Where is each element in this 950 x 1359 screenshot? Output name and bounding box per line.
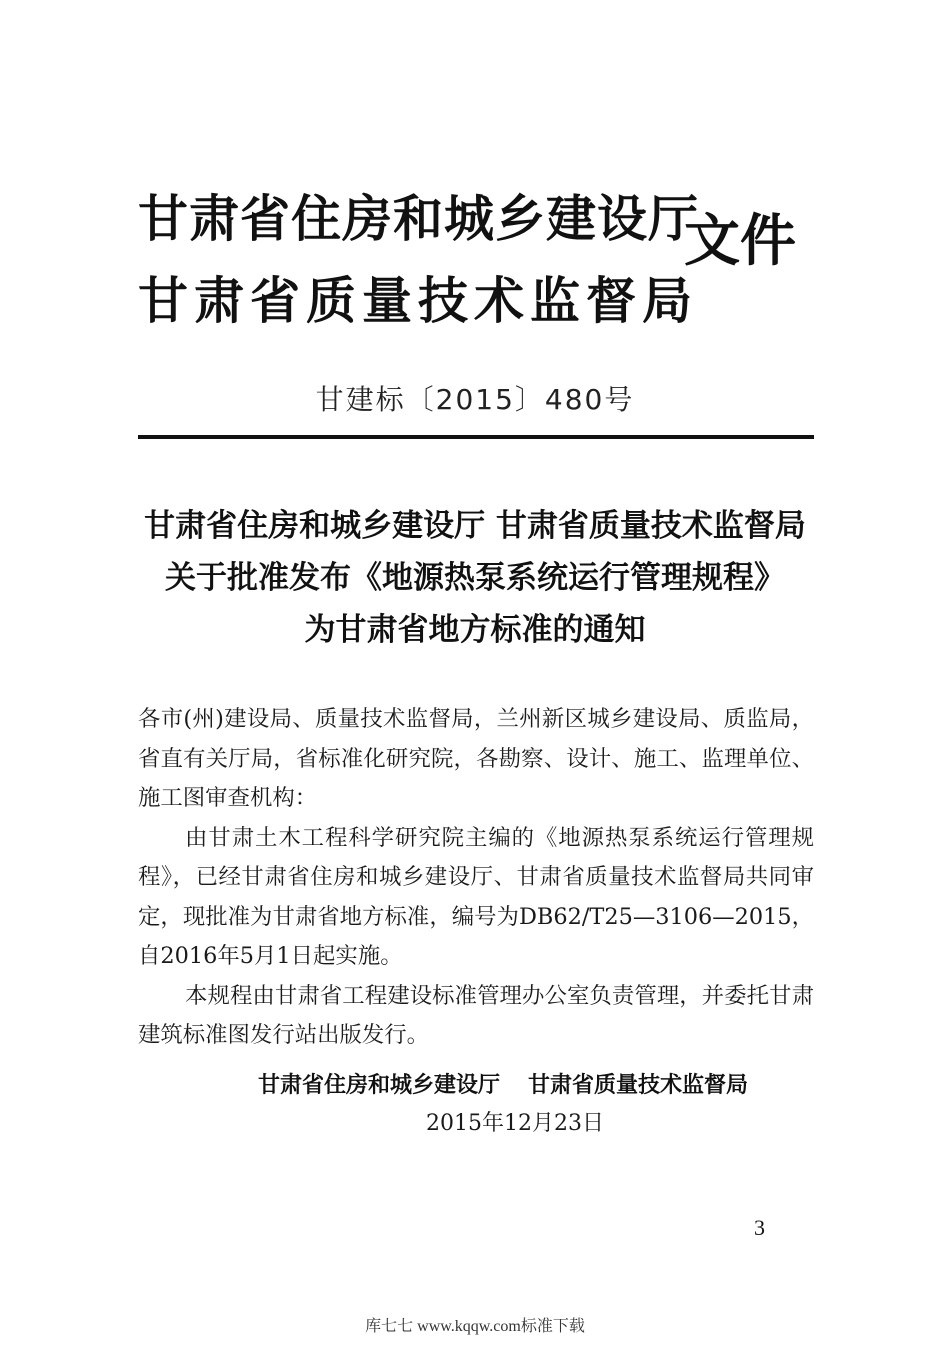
notice-title (0, 500, 950, 656)
recipients-paragraph: 各市(州)建设局、质量技术监督局，兰州新区城乡建设局、质监局，省直有关厅局，省标准化研究院，各勘察、设计、施工、监理单位、施工图审查机构： (138, 706, 814, 811)
page-number: 3 (754, 1215, 765, 1240)
footer-watermark: 库七七 www.kqqw.com标准下载 (365, 1318, 585, 1335)
signature-issuer-housing-department: 甘肃省住房和城乡建设厅 (258, 1073, 501, 1098)
notice-title-line-1: 甘肃省住房和城乡建设厅 甘肃省质量技术监督局 (144, 508, 806, 544)
notice-body (138, 700, 814, 1056)
notice-title-line-2: 关于批准发布《地源热泵系统运行管理规程》 (165, 560, 785, 596)
document-number: 甘建标〔2015〕480号 (315, 383, 635, 416)
header-divider-rule (138, 435, 814, 439)
signature-date: 2015年12月23日 (426, 1111, 604, 1136)
document-type-label: 文件 (684, 209, 796, 274)
issuer-name-housing-department: 甘肃省住房和城乡建设厅 (138, 190, 699, 248)
notice-title-line-3: 为甘肃省地方标准的通知 (304, 612, 646, 648)
issuer-name-quality-bureau: 甘肃省质量技术监督局 (138, 272, 698, 330)
management-paragraph: 本规程由甘肃省工程建设标准管理办公室负责管理，并委托甘肃建筑标准图发行站出版发行。 (138, 982, 814, 1048)
approval-paragraph: 由甘肃土木工程科学研究院主编的《地源热泵系统运行管理规程》，已经甘肃省住房和城乡建设厅、甘肃省质量技术监督局共同审定，现批准为甘肃省地方标准，编号为DB62/T25—3106—2015，自2016年5月1日起实施。 (138, 824, 814, 969)
signature-issuer-quality-bureau: 甘肃省质量技术监督局 (528, 1073, 749, 1098)
signature-issuers (258, 1068, 748, 1104)
issuing-authorities (138, 178, 699, 342)
